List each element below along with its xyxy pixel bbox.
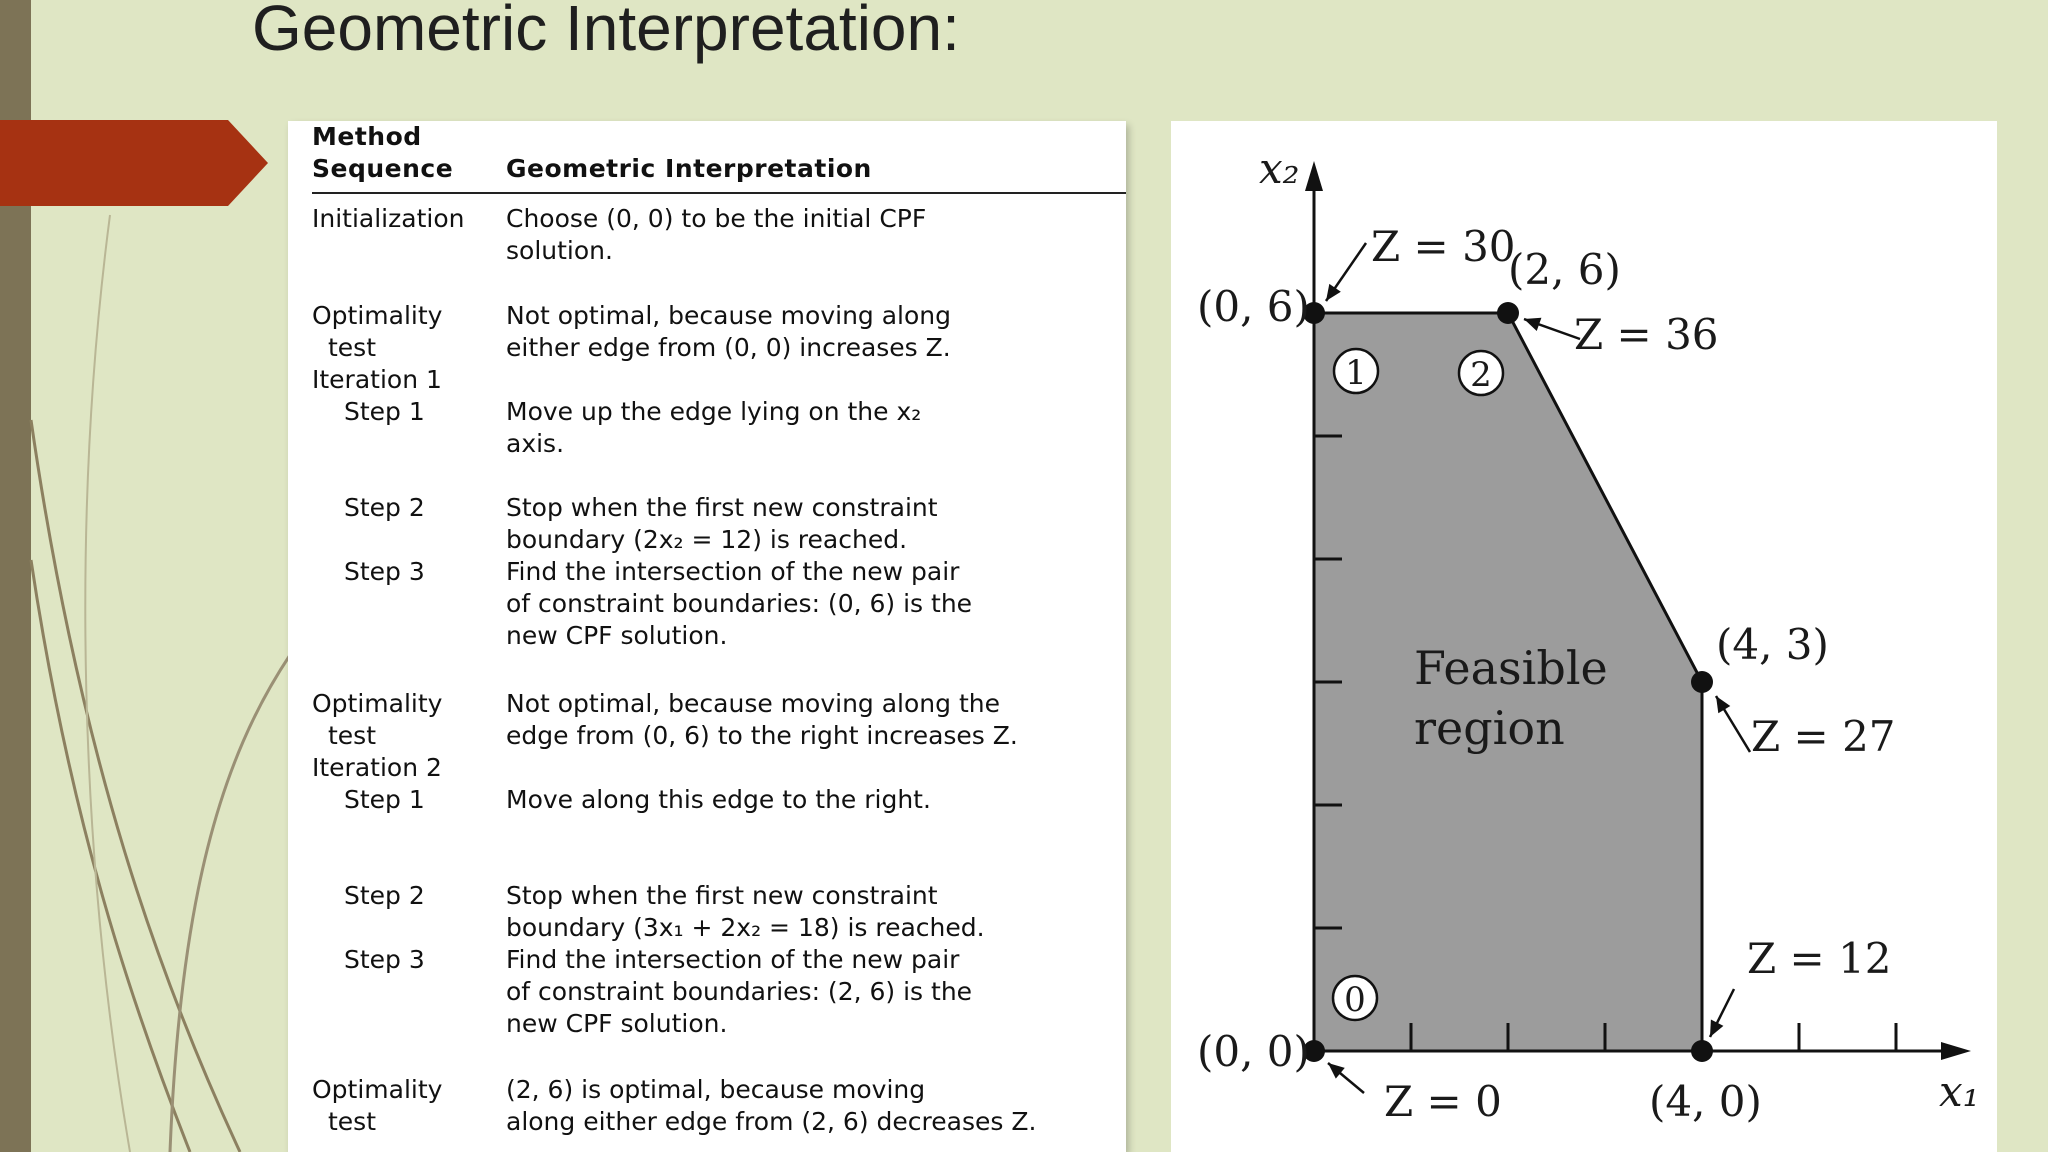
- row-label: Optimality test: [312, 689, 443, 750]
- y-axis-arrowhead: [1305, 161, 1323, 191]
- x-axis-label: x₁: [1939, 1067, 1980, 1116]
- row-label: Iteration 1: [312, 365, 442, 394]
- order-marker-0: [1333, 976, 1377, 1020]
- row-text: Move along this edge to the right.: [506, 785, 931, 814]
- vertex-point: [1691, 671, 1713, 693]
- pointer-arrowhead: [1716, 696, 1730, 713]
- row-text: Not optimal, because moving along either edge from (0, 0) increases Z.: [506, 301, 952, 362]
- vertex-point: [1691, 1040, 1713, 1062]
- row-text: Choose (0, 0) to be the initial CPF solution.: [506, 204, 927, 265]
- z-value-label: Z = 12: [1747, 934, 1892, 983]
- order-marker-2: [1459, 351, 1503, 395]
- order-marker-1: [1334, 349, 1378, 393]
- pointer-arrowhead: [1524, 318, 1541, 331]
- row-label: Step 1: [344, 785, 425, 814]
- vertex-label: (0, 0): [1197, 1027, 1310, 1076]
- method-table: [288, 121, 1126, 1152]
- graph-canvas: [1171, 121, 1997, 1152]
- vertex-label: (4, 0): [1649, 1077, 1762, 1126]
- region-label-line2: region: [1414, 701, 1565, 755]
- row-label: Step 3: [344, 557, 425, 586]
- z-value-label: Z = 36: [1574, 310, 1719, 359]
- svg-text:0: 0: [1344, 980, 1366, 1020]
- row-label: Initialization: [312, 204, 465, 233]
- vertex-label: (4, 3): [1716, 620, 1829, 669]
- row-label: Step 2: [344, 881, 425, 910]
- z-value-label: Z = 27: [1751, 712, 1896, 761]
- row-text: (2, 6) is optimal, because moving along either edge from (2, 6) decreases Z.: [506, 1075, 1037, 1136]
- header-method-line1: Method: [312, 122, 422, 151]
- row-text: Stop when the first new constraint boundary (2x₂ = 12) is reached.: [506, 493, 938, 554]
- slide-title: Geometric Interpretation:: [252, 0, 960, 64]
- row-text: Not optimal, because moving along the edge from (0, 6) to the right increases Z.: [506, 689, 1018, 750]
- header-method: [312, 121, 453, 185]
- row-label: Optimality test: [312, 1075, 443, 1136]
- row-label: Step 2: [344, 493, 425, 522]
- row-label: Step 3: [344, 945, 425, 974]
- vertex-label: (2, 6): [1508, 245, 1621, 294]
- y-axis-label: x₂: [1259, 144, 1300, 193]
- header-divider: [312, 192, 1126, 194]
- z-value-label: Z = 0: [1384, 1077, 1502, 1126]
- row-label: Iteration 2: [312, 753, 442, 782]
- header-method-line2: Sequence: [312, 154, 454, 183]
- feasible-region-graph: [1171, 121, 1997, 1152]
- row-text: Move up the edge lying on the x₂ axis.: [506, 397, 922, 458]
- svg-text:2: 2: [1470, 355, 1492, 395]
- row-label: Optimality test: [312, 301, 443, 362]
- row-text: Find the intersection of the new pair of constraint boundaries: (0, 6) is the new CPF solution.: [506, 557, 973, 650]
- vertex-label: (0, 6): [1197, 282, 1310, 331]
- row-text: Find the intersection of the new pair of constraint boundaries: (2, 6) is the new CPF solution.: [506, 945, 973, 1038]
- row-label: Step 1: [344, 397, 425, 426]
- z-value-label: Z = 30: [1371, 222, 1516, 271]
- title-arrow-marker: [0, 120, 270, 206]
- svg-text:1: 1: [1345, 353, 1367, 393]
- vertex-point: [1497, 302, 1519, 324]
- region-label-line1: Feasible: [1414, 641, 1608, 695]
- pointer-arrowhead: [1326, 284, 1341, 301]
- x-axis-arrowhead: [1941, 1042, 1971, 1060]
- row-text: Stop when the first new constraint boundary (3x₁ + 2x₂ = 18) is reached.: [506, 881, 985, 942]
- header-interpretation: Geometric Interpretation: [506, 154, 872, 183]
